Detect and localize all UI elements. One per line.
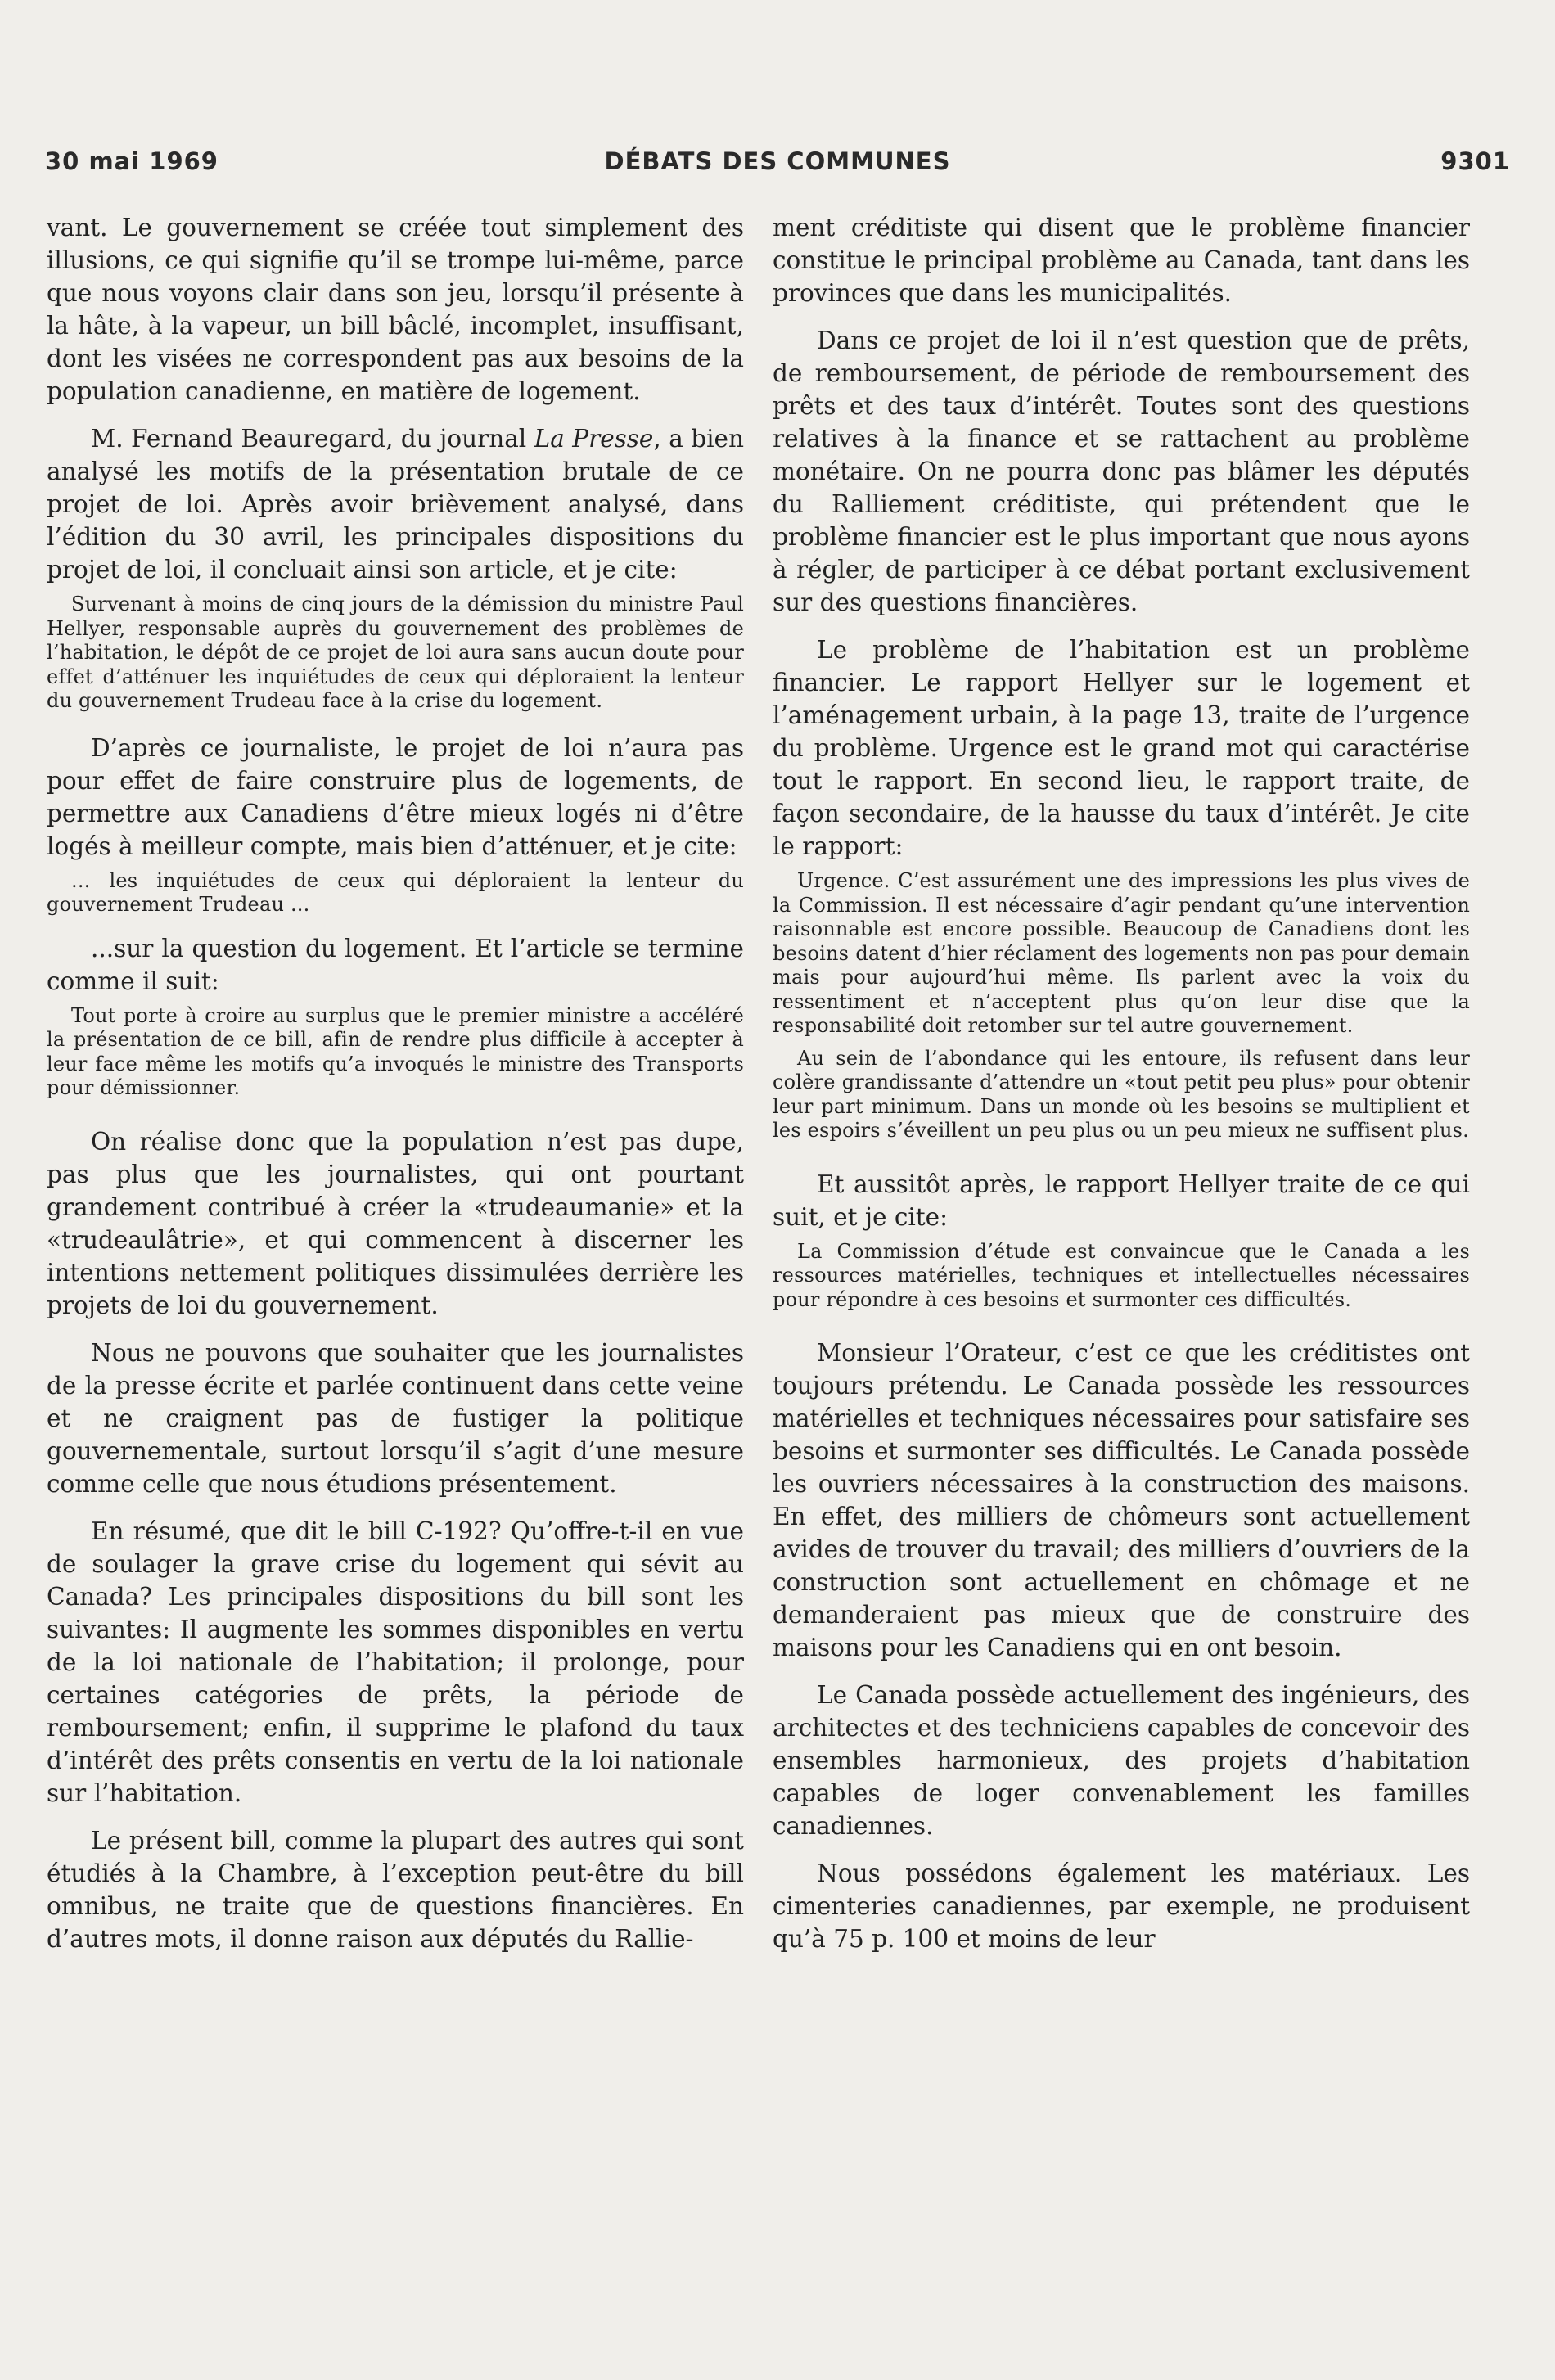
- left-column: [47, 211, 744, 1955]
- newspaper-title: La Presse: [534, 425, 654, 453]
- paragraph: Nous ne pouvons que souhaiter que les journalistes de la presse écrite et parlée continuent dans cette veine et ne craignent pas de fustiger la politique gouvernementale, surtout lorsqu’il s’agit d’une mesure comme celle que nous étudions présentement.: [47, 1338, 744, 1498]
- paragraph: Le Canada possède actuellement des ingénieurs, des architectes et des techniciens capables de concevoir des ensembles harmonieux, des projets d’habitation capables de loger convenablement les familles canadiennes.: [773, 1681, 1470, 1840]
- paragraph: M. Fernand Beauregard, du journal La Presse, a bien analysé les motifs de la présentation brutale de ce projet de loi. Après avoir brièvement analysé, dans l’édition du 30 avril, les principales dispositions du projet de loi, il concluait ainsi son article, et je cite:: [47, 425, 745, 584]
- paragraph: On réalise donc que la population n’est pas dupe, pas plus que les journalistes, qui ont pourtant grandement contribué à créer la «trudeaumanie» et la «trudeaulâtrie», et qui commencent à discerner les intentions nettement politiques dissimulées derrière les projets de loi du gouvernement.: [47, 1127, 744, 1319]
- paragraph: D’après ce journaliste, le projet de loi n’aura pas pour effet de faire construire plus de logements, de permettre aux Canadiens d’être mieux logés ni d’être logés à meilleur compte, mais bien d’atténuer, et je cite:: [47, 733, 744, 860]
- page-number: 9301: [1440, 147, 1510, 175]
- quotation: Tout porte à croire au surplus que le premier ministre a accéléré la présentation de ce bill, afin de rendre plus difficile à accepter à leur face même les motifs qu’a invoqués le ministre des Transports pour démissionner.: [47, 1003, 744, 1099]
- right-column: [773, 211, 1470, 1955]
- paragraph: ...sur la question du logement. Et l’article se termine comme il suit:: [47, 934, 744, 995]
- paragraph: Monsieur l’Orateur, c’est ce que les créditistes ont toujours prétendu. Le Canada possède les ressources matérielles et techniques nécessaires pour satisfaire ses besoins et surmonter ses difficultés. Le Canada possède les ouvriers nécessaires à la construction des maisons. En effet, des milliers de chômeurs sont actuellement avides de trouver du travail; des milliers d’ouvriers de la construction sont actuellement en chômage et ne demanderaient pas mieux que de construire des maisons pour les Canadiens qui en ont besoin.: [773, 1339, 1470, 1661]
- quotation: Urgence. C’est assurément une des impressions les plus vives de la Commission. Il est nécessaire d’agir pendant qu’une intervention raisonnable est encore possible. Beaucoup de Canadiens dont les besoins datent d’hier réclament des logements non pas pour demain mais pour aujourd’hui même. Ils parlent avec la voix du ressentiment et n’acceptent plus qu’on leur dise que la responsabilité doit retomber sur tel autre gouvernement.: [773, 869, 1470, 1037]
- paragraph: Dans ce projet de loi il n’est question que de prêts, de remboursement, de période de remboursement des prêts et des taux d’intérêt. Toutes sont des questions relatives à la finance et se rattachent au problème monétaire. On ne pourra donc pas blâmer les députés du Ralliement créditiste, qui prétendent que le problème financier est le plus important que nous ayons à régler, de participer à ce débat portant exclusivement sur des questions financières.: [773, 327, 1470, 616]
- paragraph: Le problème de l’habitation est un problème financier. Le rapport Hellyer sur le logement et l’aménagement urbain, à la page 13, traite de l’urgence du problème. Urgence est le grand mot qui caractérise tout le rapport. En second lieu, le rapport traite, de façon secondaire, de la hausse du taux d’intérêt. Je cite le rapport:: [773, 636, 1470, 860]
- quotation: Survenant à moins de cinq jours de la démission du ministre Paul Hellyer, responsable auprès du gouvernement des problèmes de l’habitation, le dépôt de ce projet de loi aura sans aucun doute pour effet d’atténuer les inquiétudes de ceux qui déploraient la lenteur du gouvernement Trudeau face à la crise du logement.: [47, 593, 744, 712]
- paragraph: ment créditiste qui disent que le problème financier constitue le principal problème au Canada, tant dans les provinces que dans les municipalités.: [773, 214, 1470, 307]
- quotation: Au sein de l’abondance qui les entoure, ils refusent dans leur colère grandissante d’attendre un «tout petit peu plus» pour obtenir leur part minimum. Dans un monde où les besoins se multiplient et les espoirs s’éveillent un peu plus ou un peu mieux ne suffisent plus.: [773, 1046, 1470, 1142]
- paragraph: Et aussitôt après, le rapport Hellyer traite de ce qui suit, et je cite:: [773, 1170, 1470, 1231]
- quotation: ... les inquiétudes de ceux qui déploraient la lenteur du gouvernement Trudeau ...: [47, 868, 744, 916]
- paragraph: vant. Le gouvernement se créée tout simplement des illusions, ce qui signifie qu’il se trompe lui-même, parce que nous voyons clair dans son jeu, lorsqu’il présente à la hâte, à la vapeur, un bill bâclé, incomplet, insuffisant, dont les visées ne correspondent pas aux besoins de la population canadienne, en matière de logement.: [47, 214, 744, 405]
- header-title: DÉBATS DES COMMUNES: [604, 147, 951, 175]
- quotation: La Commission d’étude est convaincue que le Canada a les ressources matérielles, techniques et intellectuelles nécessaires pour répondre à ces besoins et surmonter ces difficultés.: [773, 1239, 1470, 1311]
- paragraph: En résumé, que dit le bill C-192? Qu’offre-t-il en vue de soulager la grave crise du logement qui sévit au Canada? Les principales dispositions du bill sont les suivantes: Il augmente les sommes disponibles en vertu de la loi nationale de l’habitation; il prolonge, pour certaines catégories de prêts, la période de remboursement; enfin, il supprime le plafond du taux d’intérêt des prêts consentis en vertu de la loi nationale sur l’habitation.: [47, 1517, 744, 1807]
- paragraph: Le présent bill, comme la plupart des autres qui sont étudiés à la Chambre, à l’exception peut-être du bill omnibus, ne traite que de questions financières. En d’autres mots, il donne raison aux députés du Rallie-: [47, 1826, 744, 1953]
- paragraph: Nous possédons également les matériaux. Les cimenteries canadiennes, par exemple, ne produisent qu’à 75 p. 100 et moins de leur: [773, 1859, 1470, 1953]
- header-date: 30 mai 1969: [45, 147, 219, 175]
- page-header: [45, 147, 1510, 188]
